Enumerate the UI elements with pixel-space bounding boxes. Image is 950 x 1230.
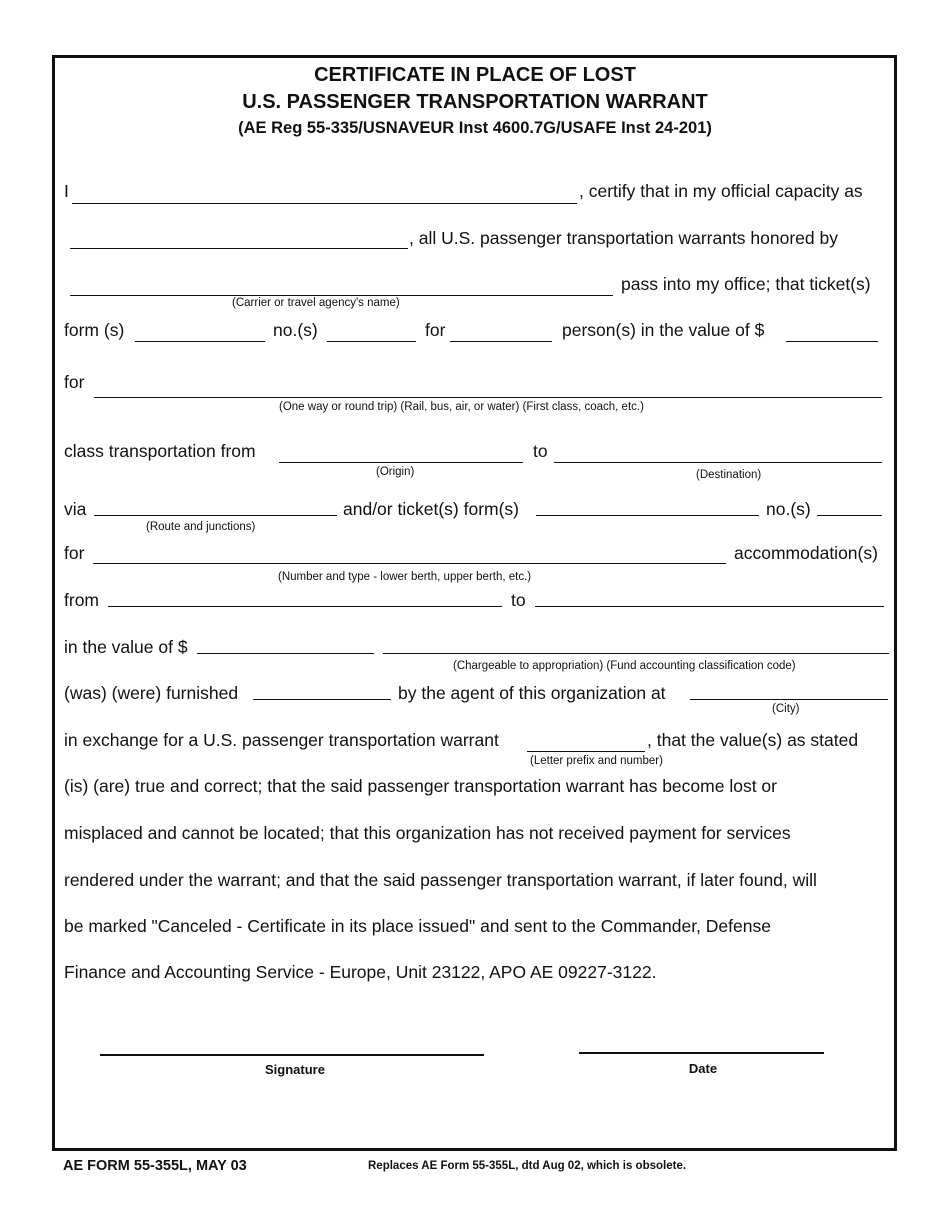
l3-suffix: pass into my office; that ticket(s) xyxy=(621,274,871,294)
statement-line-4: be marked "Canceled - Certificate in its place issued" and sent to the Commander, Defense xyxy=(64,916,771,936)
accommodation-value-field[interactable] xyxy=(197,653,374,654)
to-field[interactable] xyxy=(535,606,884,607)
city-caption: (City) xyxy=(772,703,800,715)
l7-no: no.(s) xyxy=(766,499,811,519)
date-field[interactable] xyxy=(579,1052,824,1054)
l7-ticket: and/or ticket(s) form(s) xyxy=(343,499,519,519)
furnished-date-field[interactable] xyxy=(253,699,391,700)
accommodation-caption: (Number and type - lower berth, upper berth, etc.) xyxy=(278,571,532,583)
l8-for: for xyxy=(64,543,85,563)
l1-prefix: I xyxy=(64,181,69,201)
number-field[interactable] xyxy=(327,341,416,342)
l4-form: form (s) xyxy=(64,320,125,340)
l11-furnished: (was) (were) furnished xyxy=(64,683,239,703)
form-border xyxy=(52,55,897,1151)
l6-class: class transportation from xyxy=(64,441,256,461)
signature-label: Signature xyxy=(265,1062,325,1077)
name-field[interactable] xyxy=(72,203,577,204)
statement-line-5: Finance and Accounting Service - Europe, Unit 23122, APO AE 09227-3122. xyxy=(64,962,657,982)
date-label: Date xyxy=(688,1061,718,1076)
l10-value: in the value of $ xyxy=(64,637,188,657)
trip-type-field[interactable] xyxy=(94,397,882,398)
l1-suffix: , certify that in my official capacity as xyxy=(579,181,863,201)
l2-suffix: , all U.S. passenger transportation warrants honored by xyxy=(409,228,838,248)
l4-no: no.(s) xyxy=(273,320,318,340)
form-title-line2: U.S. PASSENGER TRANSPORTATION WARRANT xyxy=(242,91,708,113)
l12-exchange: in exchange for a U.S. passenger transportation warrant xyxy=(64,730,499,750)
l4-value: person(s) in the value of $ xyxy=(562,320,765,340)
fund-caption: (Chargeable to appropriation) (Fund accounting classification code) xyxy=(453,660,796,672)
statement-line-2: misplaced and cannot be located; that this organization has not received payment for services xyxy=(64,823,791,843)
l6-to: to xyxy=(533,441,548,461)
form-id: AE FORM 55-355L, MAY 03 xyxy=(63,1158,247,1174)
carrier-caption: (Carrier or travel agency's name) xyxy=(232,297,400,309)
destination-field[interactable] xyxy=(554,462,882,463)
replaces-note: Replaces AE Form 55-355L, dtd Aug 02, which is obsolete. xyxy=(368,1160,687,1172)
l9-to: to xyxy=(511,590,526,610)
l5-for: for xyxy=(64,372,85,392)
form-subtitle: (AE Reg 55-335/USNAVEUR Inst 4600.7G/USAFE Inst 24-201) xyxy=(238,119,712,137)
origin-field[interactable] xyxy=(279,462,523,463)
signature-field[interactable] xyxy=(100,1054,484,1056)
l9-from: from xyxy=(64,590,99,610)
ticket-form-field[interactable] xyxy=(536,515,759,516)
persons-field[interactable] xyxy=(450,341,552,342)
statement-line-3: rendered under the warrant; and that the said passenger transportation warrant, if later found, will xyxy=(64,870,817,890)
l12-suffix: , that the value(s) as stated xyxy=(647,730,859,750)
origin-caption: (Origin) xyxy=(376,466,415,478)
trip-caption: (One way or round trip) (Rail, bus, air, or water) (First class, coach, etc.) xyxy=(279,401,644,413)
form-field[interactable] xyxy=(135,341,265,342)
fund-code-field[interactable] xyxy=(383,653,889,654)
l8-accom: accommodation(s) xyxy=(734,543,878,563)
value-field[interactable] xyxy=(786,341,878,342)
route-field[interactable] xyxy=(94,515,337,516)
destination-caption: (Destination) xyxy=(696,469,762,481)
official-capacity-field[interactable] xyxy=(70,248,408,249)
accommodation-field[interactable] xyxy=(93,563,726,564)
l7-via: via xyxy=(64,499,87,519)
l11-agent: by the agent of this organization at xyxy=(398,683,666,703)
ticket-number-field[interactable] xyxy=(817,515,882,516)
statement-line-1: (is) (are) true and correct; that the said passenger transportation warrant has become lost or xyxy=(64,776,777,796)
form-title-line1: CERTIFICATE IN PLACE OF LOST xyxy=(314,64,636,86)
carrier-field[interactable] xyxy=(70,295,613,296)
warrant-number-field[interactable] xyxy=(527,751,645,752)
from-field[interactable] xyxy=(108,606,502,607)
l4-for: for xyxy=(425,320,446,340)
route-caption: (Route and junctions) xyxy=(146,521,256,533)
warrant-caption: (Letter prefix and number) xyxy=(530,755,663,767)
city-field[interactable] xyxy=(690,699,888,700)
